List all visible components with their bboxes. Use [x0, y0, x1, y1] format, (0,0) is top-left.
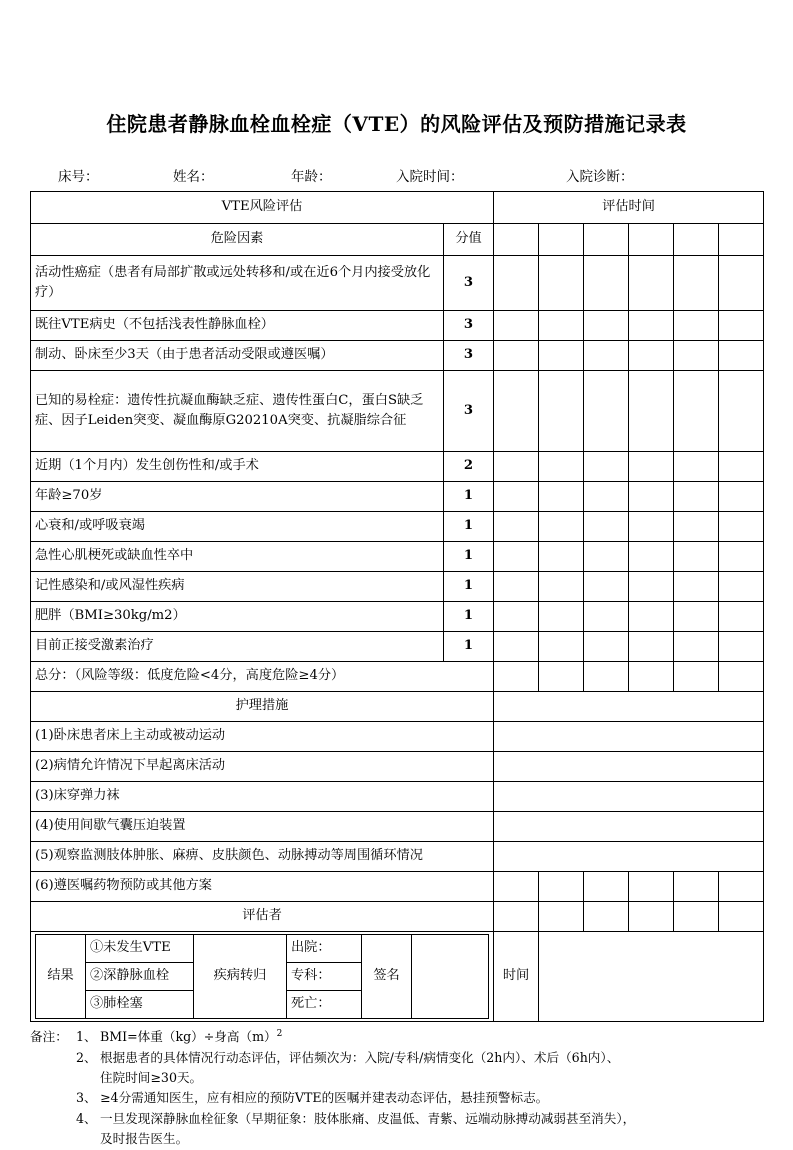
risk-factor-assessment-cell[interactable]	[494, 452, 539, 482]
risk-factor-assessment-cell[interactable]	[719, 452, 764, 482]
risk-factor-assessment-cell[interactable]	[539, 482, 584, 512]
risk-factor-assessment-cell[interactable]	[629, 542, 674, 572]
notes-section	[30, 1027, 763, 1150]
age-label: 年龄：	[291, 169, 332, 185]
risk-factor-assessment-cell[interactable]	[584, 452, 629, 482]
nursing-measure-label: (5)观察监测肢体肿胀、麻痹、皮肤颜色、动脉搏动等周围循环情况	[31, 842, 494, 872]
risk-factor-label: 目前正接受激素治疗	[31, 632, 444, 662]
risk-factor-row	[31, 572, 764, 602]
risk-factor-row	[31, 632, 764, 662]
header-assessment-cell[interactable]	[674, 224, 719, 256]
note-text: BMI=体重（kg）÷身高$(m)^2$	[100, 1029, 283, 1045]
nursing-title-blank[interactable]	[494, 692, 764, 722]
vte-assessment-table	[30, 191, 764, 1022]
note-text: 一旦发现深静脉血栓征象（早期征象：肢体胀痛、皮温低、青紫、远端动脉搏动减弱甚至消失），	[100, 1110, 636, 1126]
note-number: 3、	[76, 1090, 97, 1106]
risk-factor-score: 1	[444, 542, 494, 572]
result-block-cell	[31, 932, 494, 1022]
bed-no-label: 床号：	[58, 169, 99, 185]
total-score-label: 总分：（风险等级：低度危险<4分，高度危险≥4分）	[31, 662, 494, 692]
result-option[interactable]: ①未发生VTE	[86, 935, 194, 963]
risk-factor-assessment-cell[interactable]	[539, 542, 584, 572]
risk-factor-score: 1	[444, 632, 494, 662]
risk-factor-score: 1	[444, 482, 494, 512]
risk-factor-assessment-cell[interactable]	[674, 311, 719, 341]
risk-factor-assessment-cell[interactable]	[629, 452, 674, 482]
risk-factor-assessment-cell[interactable]	[674, 512, 719, 542]
nursing-measure-label: (6)遵医嘱药物预防或其他方案	[31, 872, 494, 902]
risk-factor-assessment-cell[interactable]	[674, 256, 719, 311]
total-score-row	[31, 662, 764, 692]
assessor-label: 评估者	[31, 902, 494, 932]
note-continuation: 住院时间≥30天。	[100, 1069, 203, 1085]
risk-factor-assessment-cell[interactable]	[584, 311, 629, 341]
risk-factor-assessment-cell[interactable]	[719, 311, 764, 341]
risk-factor-assessment-cell[interactable]	[494, 482, 539, 512]
risk-factor-assessment-cell[interactable]	[719, 542, 764, 572]
result-inner-row	[36, 935, 489, 963]
risk-factor-assessment-cell[interactable]	[539, 632, 584, 662]
section-title-left: VTE风险评估	[31, 192, 494, 224]
risk-factor-row	[31, 311, 764, 341]
nursing-measure-label: (3)床穿弹力袜	[31, 782, 494, 812]
assessor-assessment-cell[interactable]	[494, 902, 539, 932]
total-score-assessment-cell[interactable]	[629, 662, 674, 692]
time-label: 时间	[494, 932, 539, 1022]
note-row	[30, 1048, 763, 1068]
patient-header	[30, 165, 763, 185]
risk-factor-label: 记性感染和/或风湿性疾病	[31, 572, 444, 602]
total-score-assessment-cell[interactable]	[584, 662, 629, 692]
header-assessment-cell[interactable]	[719, 224, 764, 256]
note-number: 1、	[76, 1029, 97, 1044]
name-label: 姓名：	[173, 169, 214, 185]
risk-factor-assessment-cell[interactable]	[719, 602, 764, 632]
risk-factor-score: 3	[444, 256, 494, 311]
risk-factor-label: 活动性癌症（患者有局部扩散或远处转移和/或在近6个月内接受放化疗）	[31, 256, 444, 311]
risk-factor-row	[31, 452, 764, 482]
risk-factor-assessment-cell[interactable]	[584, 572, 629, 602]
signature-label: 签名	[362, 935, 412, 1019]
risk-factor-row	[31, 256, 764, 311]
nursing-measure-assessment-cell[interactable]	[719, 872, 764, 902]
result-label: 结果	[36, 935, 86, 1019]
result-inner-table	[35, 934, 489, 1019]
nursing-measure-row	[31, 782, 764, 812]
assessor-assessment-cell[interactable]	[629, 902, 674, 932]
risk-factor-assessment-cell[interactable]	[674, 632, 719, 662]
risk-factor-row	[31, 341, 764, 371]
risk-factor-assessment-cell[interactable]	[629, 572, 674, 602]
risk-factor-score: 3	[444, 341, 494, 371]
risk-factor-row	[31, 482, 764, 512]
risk-factor-label: 制动、卧床至少3天（由于患者活动受限或遵医嘱）	[31, 341, 444, 371]
risk-factor-assessment-cell[interactable]	[494, 542, 539, 572]
risk-factor-assessment-cell[interactable]	[629, 256, 674, 311]
risk-factor-assessment-cell[interactable]	[719, 256, 764, 311]
risk-factor-assessment-cell[interactable]	[674, 371, 719, 452]
risk-factor-assessment-cell[interactable]	[629, 602, 674, 632]
risk-factor-assessment-cell[interactable]	[584, 512, 629, 542]
outcome-option[interactable]: 出院：	[287, 935, 362, 963]
note-text: 根据患者的具体情况行动态评估，评估频次为：入院/专科/病情变化（2h内）、术后（6h内）、	[100, 1049, 620, 1065]
nursing-measure-assessment-cell[interactable]	[539, 872, 584, 902]
note-text: ≥4分需通知医生，应有相应的预防VTE的医嘱并建表动态评估，悬挂预警标志。	[100, 1090, 549, 1106]
nursing-measure-assessment-cell[interactable]	[494, 872, 539, 902]
section-title-right: 评估时间	[494, 192, 764, 224]
note-superscript: 2	[276, 1029, 283, 1039]
nursing-measure-assessment-cell[interactable]	[629, 872, 674, 902]
risk-factor-assessment-cell[interactable]	[629, 512, 674, 542]
nursing-section-title: 护理措施	[31, 692, 494, 722]
risk-factor-assessment-cell[interactable]	[629, 311, 674, 341]
risk-factor-assessment-cell[interactable]	[674, 482, 719, 512]
risk-factor-assessment-cell[interactable]	[584, 482, 629, 512]
risk-factor-assessment-cell[interactable]	[674, 572, 719, 602]
risk-factor-assessment-cell[interactable]	[719, 572, 764, 602]
risk-factor-assessment-cell[interactable]	[494, 341, 539, 371]
assessor-assessment-cell[interactable]	[539, 902, 584, 932]
note-number: 4、	[76, 1110, 97, 1126]
risk-factor-score: 1	[444, 572, 494, 602]
risk-factor-row	[31, 371, 764, 452]
page-title: 住院患者静脉血栓血栓症（VTE）的风险评估及预防措施记录表	[106, 112, 687, 136]
risk-factor-assessment-cell[interactable]	[539, 256, 584, 311]
risk-factor-assessment-cell[interactable]	[719, 371, 764, 452]
risk-factor-label: 近期（1个月内）发生创伤性和/或手术	[31, 452, 444, 482]
risk-factor-score: 1	[444, 512, 494, 542]
risk-factor-assessment-cell[interactable]	[539, 512, 584, 542]
risk-factor-assessment-cell[interactable]	[584, 256, 629, 311]
notes-label	[30, 1048, 76, 1068]
risk-factor-label: 肥胖（BMI≥30kg/m2）	[31, 602, 444, 632]
nursing-measure-label: (1)卧床患者床上主动或被动运动	[31, 722, 494, 752]
header-assessment-cell[interactable]	[584, 224, 629, 256]
risk-factor-assessment-cell[interactable]	[674, 452, 719, 482]
nursing-measure-blank[interactable]	[494, 752, 764, 782]
risk-factor-score: 3	[444, 311, 494, 341]
nursing-measure-row	[31, 752, 764, 782]
nursing-measure-row	[31, 722, 764, 752]
risk-factor-assessment-cell[interactable]	[539, 341, 584, 371]
risk-factor-row	[31, 542, 764, 572]
nursing-measure-blank[interactable]	[494, 722, 764, 752]
risk-factor-score: 1	[444, 602, 494, 632]
note-row	[30, 1109, 763, 1129]
risk-factor-assessment-cell[interactable]	[584, 371, 629, 452]
risk-factor-score: 3	[444, 371, 494, 452]
risk-factor-assessment-cell[interactable]	[494, 632, 539, 662]
nursing-title-row	[31, 692, 764, 722]
total-score-assessment-cell[interactable]	[539, 662, 584, 692]
admission-diagnosis-label: 入院诊断：	[566, 169, 634, 185]
notes-label	[30, 1109, 76, 1129]
risk-factor-assessment-cell[interactable]	[674, 341, 719, 371]
risk-factor-label: 既往VTE病史（不包括浅表性静脉血栓）	[31, 311, 444, 341]
risk-factor-assessment-cell[interactable]	[629, 632, 674, 662]
risk-factor-row	[31, 602, 764, 632]
risk-factor-assessment-cell[interactable]	[494, 371, 539, 452]
total-score-assessment-cell[interactable]	[494, 662, 539, 692]
nursing-measure-row	[31, 812, 764, 842]
header-assessment-cell[interactable]	[629, 224, 674, 256]
outcome-option[interactable]: 专科：	[287, 963, 362, 991]
risk-factor-assessment-cell[interactable]	[494, 602, 539, 632]
risk-factor-label: 心衰和/或呼吸衰竭	[31, 512, 444, 542]
time-field[interactable]	[539, 932, 764, 1022]
risk-factor-assessment-cell[interactable]	[494, 572, 539, 602]
header-assessment-cell[interactable]	[494, 224, 539, 256]
note-row	[30, 1088, 763, 1108]
risk-factor-assessment-cell[interactable]	[539, 572, 584, 602]
risk-factor-assessment-cell[interactable]	[719, 341, 764, 371]
assessor-assessment-cell[interactable]	[674, 902, 719, 932]
risk-factor-assessment-cell[interactable]	[494, 256, 539, 311]
note-continuation: 及时报告医生。	[100, 1131, 189, 1147]
admission-time-label: 入院时间：	[396, 169, 464, 185]
notes-label: 备注：	[30, 1029, 68, 1044]
nursing-measure-assessment-cell[interactable]	[674, 872, 719, 902]
nursing-measure-label: (2)病情允许情况下早起离床活动	[31, 752, 494, 782]
total-score-assessment-cell[interactable]	[674, 662, 719, 692]
risk-factor-label: 急性心肌梗死或缺血性卒中	[31, 542, 444, 572]
nursing-measure-blank[interactable]	[494, 812, 764, 842]
risk-factor-assessment-cell[interactable]	[629, 341, 674, 371]
risk-factor-label: 已知的易栓症：遗传性抗凝血酶缺乏症、遗传性蛋白C，蛋白S缺乏症、因子Leiden突变、凝血酶原G20210A突变、抗凝脂综合征	[31, 371, 444, 452]
signature-field[interactable]	[412, 935, 489, 1019]
nursing-measure-row	[31, 872, 764, 902]
notes-label	[30, 1088, 76, 1108]
risk-factor-assessment-cell[interactable]	[584, 542, 629, 572]
risk-factor-assessment-cell[interactable]	[719, 482, 764, 512]
total-score-assessment-cell[interactable]	[719, 662, 764, 692]
risk-factor-assessment-cell[interactable]	[539, 452, 584, 482]
table-section-header-row	[31, 192, 764, 224]
risk-factor-assessment-cell[interactable]	[539, 371, 584, 452]
risk-factor-assessment-cell[interactable]	[584, 602, 629, 632]
risk-factor-assessment-cell[interactable]	[629, 371, 674, 452]
table-column-header-row	[31, 224, 764, 256]
risk-factor-assessment-cell[interactable]	[629, 482, 674, 512]
outcome-label: 疾病转归	[194, 935, 287, 1019]
nursing-measure-label: (4)使用间歇气囊压迫装置	[31, 812, 494, 842]
col-header-risk-factor: 危险因素	[31, 224, 444, 256]
note-number: 2、	[76, 1049, 97, 1065]
header-assessment-cell[interactable]	[539, 224, 584, 256]
risk-factor-assessment-cell[interactable]	[719, 512, 764, 542]
risk-factor-assessment-cell[interactable]	[674, 602, 719, 632]
note-row	[30, 1027, 763, 1048]
risk-factor-assessment-cell[interactable]	[719, 632, 764, 662]
nursing-measure-assessment-cell[interactable]	[584, 872, 629, 902]
risk-factor-assessment-cell[interactable]	[584, 632, 629, 662]
risk-factor-assessment-cell[interactable]	[539, 311, 584, 341]
result-option[interactable]: ②深静脉血栓	[86, 963, 194, 991]
result-option[interactable]: ③肺栓塞	[86, 991, 194, 1019]
outcome-option[interactable]: 死亡：	[287, 991, 362, 1019]
nursing-measure-row	[31, 842, 764, 872]
assessor-assessment-cell[interactable]	[584, 902, 629, 932]
risk-factor-assessment-cell[interactable]	[494, 311, 539, 341]
risk-factor-label: 年龄≥70岁	[31, 482, 444, 512]
risk-factor-assessment-cell[interactable]	[539, 602, 584, 632]
assessor-row	[31, 902, 764, 932]
nursing-measure-blank[interactable]	[494, 842, 764, 872]
nursing-measure-blank[interactable]	[494, 782, 764, 812]
risk-factor-score: 2	[444, 452, 494, 482]
assessor-assessment-cell[interactable]	[719, 902, 764, 932]
risk-factor-assessment-cell[interactable]	[674, 542, 719, 572]
risk-factor-assessment-cell[interactable]	[494, 512, 539, 542]
risk-factor-assessment-cell[interactable]	[584, 341, 629, 371]
result-block-row	[31, 932, 764, 1022]
col-header-score: 分值	[444, 224, 494, 256]
risk-factor-row	[31, 512, 764, 542]
